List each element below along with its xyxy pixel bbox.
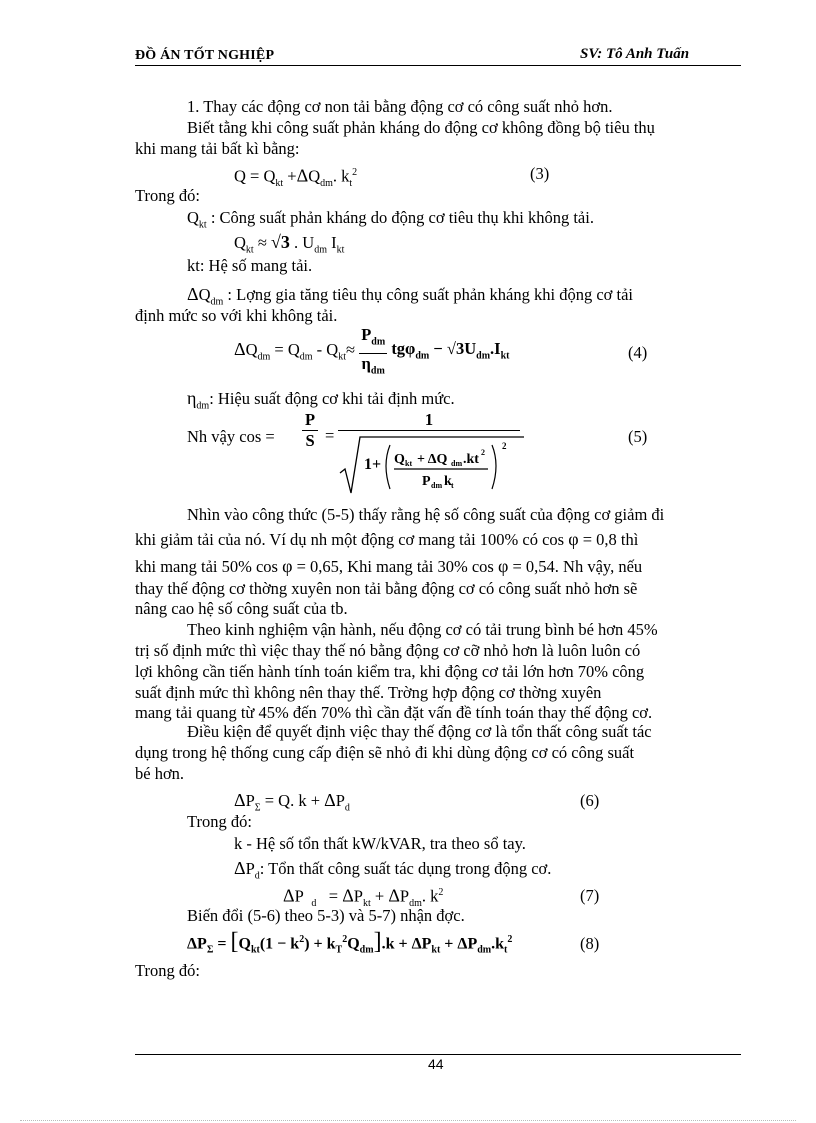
definition-text: : Công suất phản kháng do động cơ tiêu thụ khi không tải. (210, 208, 594, 227)
definition-line: $\Delta P_d$: Tổn thất công suất tác dụng trong động cơ. (234, 858, 552, 882)
text-line: Theo kinh nghiệm vận hành, nếu động cơ có tải trung bình bé hơn 45% (187, 620, 658, 639)
text-line: 1. Thay các động cơ non tải bằng động cơ có công suất nhỏ hơn. (187, 97, 613, 116)
equation-3: $Q = Q_{kt} +\Delta Q_{dm}$. $k_t^2$ (234, 165, 358, 189)
text-segment: = 0,54. Nh vậy, nếu (512, 557, 643, 576)
header-author: SV: Tô Anh Tuấn (580, 46, 690, 62)
sqrt-expression (338, 433, 526, 497)
equation-number: (5) (628, 427, 648, 446)
header-title: ĐỒ ÁN TỐT NGHIỆP (135, 48, 275, 63)
text-line: Trong đó: (135, 961, 200, 980)
text-line: thay thế động cơ thờng xuyên non tải bằng động cơ có công suất nhỏ hơn sẽ (135, 579, 638, 598)
page-number: 44 (428, 1056, 444, 1072)
svg-text:2: 2 (502, 441, 507, 451)
svg-text:2: 2 (481, 448, 485, 457)
fraction-one: 1 (338, 410, 520, 431)
fraction-p-s: P S (302, 410, 318, 451)
text-line: bé hơn. (135, 764, 185, 783)
text-line: Nh vậy cos = (187, 427, 275, 446)
text-line: lợi không cần tiến hành tính toán kiểm tra, khi động cơ tải lớn hơn 70% công (135, 662, 645, 681)
text-line: kt: Hệ số mang tải. (187, 256, 313, 275)
text-line: trị số định mức thì việc thay thế nó bằng động cơ cỡ nhỏ hơn là luôn luôn có (135, 641, 641, 660)
equals-sign: = (325, 426, 335, 445)
text-line: Biết tằng khi công suất phản kháng do động cơ không đồng bộ tiêu thụ (187, 118, 655, 137)
svg-text:dm: dm (451, 459, 463, 468)
text-line: Nhìn vào công thức (5-5) thấy rằng hệ số công suất của động cơ giảm đi (187, 505, 665, 524)
equation-4: $\Delta Q_{dm} = Q_{dm} - Q_{kt}\approx$ $\frac{P_{dm}}{\eta_{dm}}$ $tg\varphi_{dm} - √3U_{dm}.I_{kt}$ (234, 325, 510, 376)
equation-number: (3) (530, 164, 550, 183)
text-line: Biến đổi (5-6) theo 5-3) và 5-7) nhận đợc. (187, 906, 465, 925)
equation-7: ΔP $_d = \Delta P_{kt} + \Delta P_{dm}$. $k^2$ (283, 885, 444, 909)
svg-text:kt: kt (405, 459, 413, 468)
text-line: suất định mức thì không nên thay thế. Trờng hợp động cơ thờng xuyên (135, 683, 602, 702)
equation-number: (6) (580, 791, 600, 810)
text-line: Điều kiện để quyết định việc thay thế động cơ là tổn thất công suất tác (187, 722, 652, 741)
page-edge-dots (20, 1120, 796, 1121)
text-line: Trong đó: (135, 186, 200, 205)
svg-text:Q: Q (394, 452, 405, 467)
definition-text: : Tổn thất công suất tác dụng trong động cơ. (259, 859, 552, 878)
svg-text:k: k (444, 474, 452, 489)
equation-number: (4) (628, 343, 648, 362)
svg-text:1+: 1+ (364, 456, 382, 473)
equation-6: $\Delta P_\Sigma = Q$. $k + \Delta P_d$ (234, 790, 350, 814)
text-segment: = 0,65, Khi mang tải 30% cos (296, 557, 494, 576)
equation-number: (8) (580, 934, 600, 953)
definition-text: : Hiệu suất động cơ khi tải định mức. (209, 389, 455, 408)
definition-line: $Q_{kt}$ : Công suất phản kháng do động cơ tiêu thụ khi không tải. (187, 208, 594, 231)
text-line: dụng trong hệ thống cung cấp điện sẽ nhỏ đi khi dùng động cơ có công suất (135, 743, 635, 762)
definition-line: $\eta_{dm}$: Hiệu suất động cơ khi tải định mức. (187, 388, 455, 412)
svg-text:.kt: .kt (463, 452, 479, 467)
footer-rule (135, 1054, 741, 1055)
svg-text:t: t (451, 481, 454, 490)
definition-text: : Lợng gia tăng tiêu thụ công suất phản kháng khi động cơ tải (227, 285, 633, 304)
header-rule (135, 65, 741, 66)
text-line: nâng cao hệ số công suất của tb. (135, 599, 348, 618)
text-line: khi mang tải 50% cos φ = 0,65, Khi mang tải 30% cos φ = 0,54. Nh vậy, nếu (135, 556, 643, 576)
text-segment: khi mang tải 50% cos (135, 557, 278, 576)
text-segment: khi giảm tải của nó. Ví dụ nh một động cơ mang tải 100% có cos (135, 530, 565, 549)
equation-8: $\Delta P_\Sigma = [Q_{kt}(1 - k^2) + k_T^2Q_{dm}].k + \Delta P_{kt} + \Delta P_{dm}.k_t^2$ (187, 928, 513, 956)
text-line: định mức so với khi không tải. (135, 306, 338, 325)
svg-text:P: P (422, 474, 431, 489)
svg-text:dm: dm (431, 481, 443, 490)
equation-number: (7) (580, 886, 600, 905)
definition-line: $\Delta Q_{dm}$ : Lợng gia tăng tiêu thụ công suất phản kháng khi động cơ tải (187, 284, 633, 308)
text-line: k - Hệ số tổn thất kW/kVAR, tra theo sổ tay. (234, 834, 526, 853)
text-line: Trong đó: (187, 812, 252, 831)
svg-text:+ ΔQ: + ΔQ (417, 452, 448, 467)
text-line: khi mang tải bất kì bằng: (135, 139, 300, 158)
equation-qkt: $Q_{kt} \approx √3$ . $U_{dm}$ $I_{kt}$ (234, 232, 345, 256)
text-line: khi giảm tải của nó. Ví dụ nh một động cơ mang tải 100% có cos φ = 0,8 thì (135, 529, 639, 549)
text-line: mang tải quang từ 45% đến 70% thì cần đặt vấn đề tính toán thay thế động cơ. (135, 703, 653, 722)
text-segment: = 0,8 thì (582, 530, 639, 549)
